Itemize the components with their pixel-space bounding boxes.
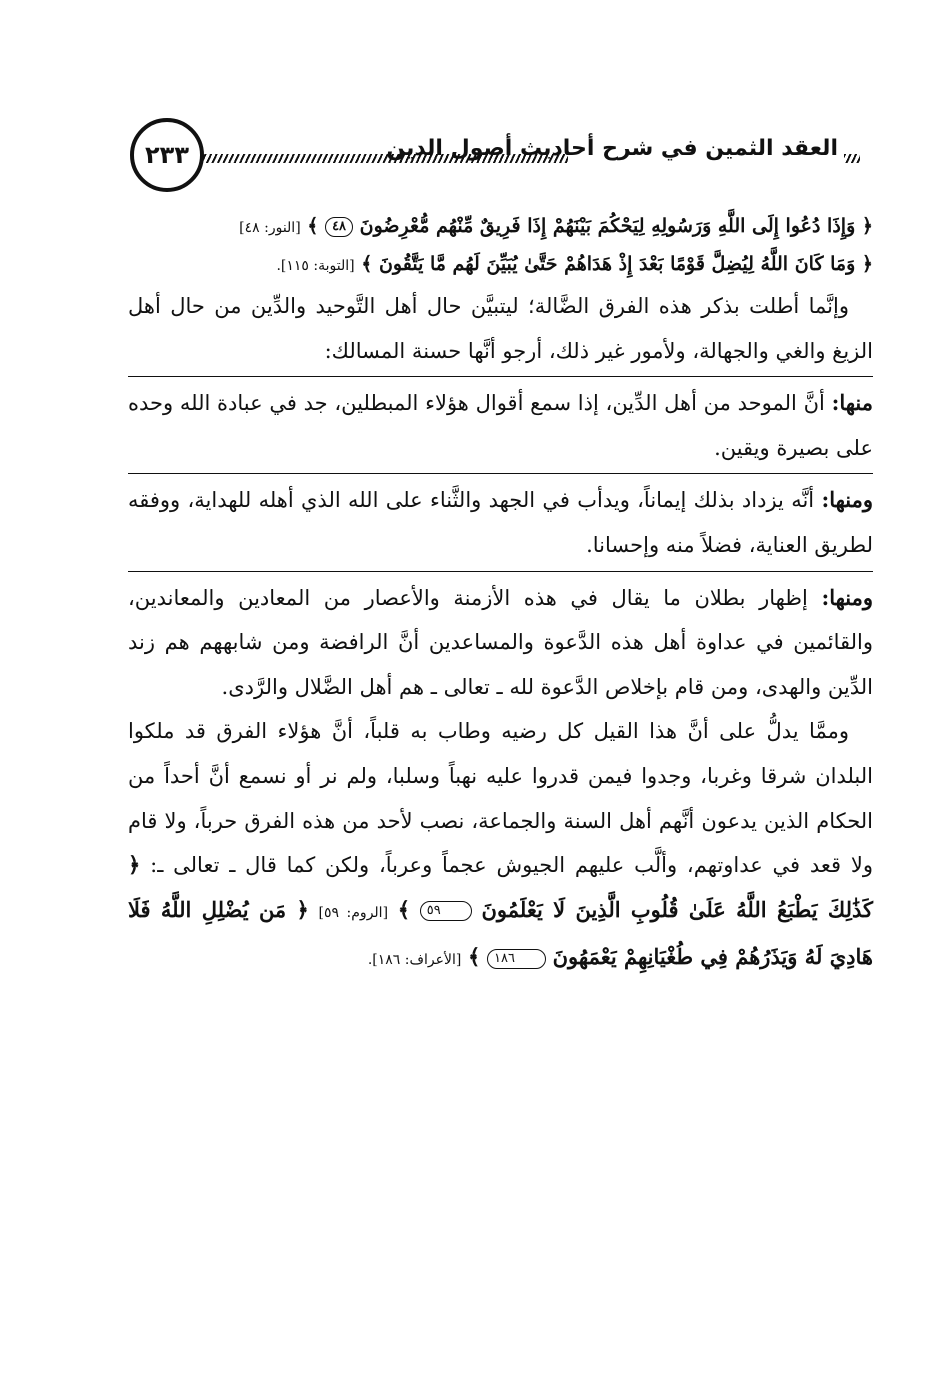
paragraph-point-1 [128,381,873,470]
conclusion-verse-1: ﴿ كَذَٰلِكَ يَطْبَعُ اللَّهُ عَلَىٰ قُلُوبِ الَّذِينَ لَا يَعْلَمُونَ [128,852,873,922]
header-decorative-rule-end [844,154,860,163]
conclusion-verse-1-close: ﴾ [397,896,411,922]
section-divider [128,571,873,572]
paragraph-intro: وإنَّما أطلت بذكر هذه الفرق الضَّالة؛ ليتبيَّن حال أهل التَّوحيد والدِّين من حال أهل الزيغ والغي والجهالة، ولأمور غير ذلك، أرجو أنَّها حسنة المسالك: [128,294,873,363]
verse-1-close: ﴾ [307,215,319,237]
conclusion-verse-2: ﴿ مَن يُضْلِلِ اللَّهُ فَلَا هَادِيَ لَهُ وَيَذَرُهُمْ فِي طُغْيَانِهِمْ يَعْمَهُونَ [128,896,873,970]
book-title: العقد الثمين في شرح أحاديث أصول الدين [386,136,838,161]
page-header [130,118,860,198]
conclusion-verse-2-reference: [الأعراف: ١٨٦]. [367,952,462,969]
page-number: ٢٣٣ [130,118,204,192]
ayah-number-badge: ٥٩ [420,901,472,921]
point-2-text: أنَّه يزداد بذلك إيماناً، ويدأب في الجهد والثَّناء على الله الذي أهله للهداية، ووفقه لطريق العناية، فضلاً منه وإحسانا. [128,488,873,557]
point-1-label: منها: [831,390,873,416]
point-2-label: ومنها: [821,487,873,513]
paragraph-point-3 [128,576,873,710]
paragraph-point-2 [128,478,873,567]
paragraph-conclusion [128,709,873,983]
section-divider [128,376,873,377]
ayah-number-badge: ٤٨ [325,217,353,237]
page-body [128,208,873,983]
verse-2-text: ﴿ وَمَا كَانَ اللَّهُ لِيُضِلَّ قَوْمًا بَعْدَ إِذْ هَدَاهُمْ حَتَّىٰ يُبَيِّنَ لَهُم مَّا يَتَّقُونَ ﴾ [361,253,873,275]
quran-verse-2 [128,246,873,284]
verse-2-reference: [التوبة: ١١٥]. [276,258,355,274]
section-divider [128,473,873,474]
ayah-number-badge: ١٨٦ [487,949,546,969]
verse-1-text: ﴿ وَإِذَا دُعُوا إِلَى اللَّهِ وَرَسُولِهِ لِيَحْكُمَ بَيْنَهُمْ إِذَا فَرِيقٌ مِّنْهُم مُّعْرِضُونَ [359,215,873,237]
conclusion-verse-1-reference: [الروم: ٥٩] [318,904,389,921]
verse-1-reference: [النور: ٤٨] [239,220,301,236]
point-3-label: ومنها: [821,584,873,610]
conclusion-verse-2-close: ﴾ [467,944,481,970]
quran-verse-1 [128,208,873,246]
point-1-text: أنَّ الموحد من أهل الدِّين، إذا سمع أقوال هؤلاء المبطلين، جد في عبادة الله وحده على بصيرة ويقين. [128,391,873,460]
point-3-text: إظهار بطلان ما يقال في هذه الأزمنة والأعصار من المعادين والمعاندين، والقائمين في عداوة أهل هذه الدَّعوة والمساعدين أنَّ الرافضة ومن شابههم هم زند الدِّين والهدى، ومن قام بإخلاص الدَّعوة لله ـ تعالى ـ هم أهل الضَّلال والرَّدى. [128,585,873,699]
conclusion-text: وممَّا يدلُّ على أنَّ هذا القيل كل رضيه وطاب به قلباً، أنَّ هؤلاء الفرق قد ملكوا البلدان شرقا وغربا، وجدوا فيمن قدروا عليه نهباً وسلبا، ولم نر أو نسمع أنَّ أحداً من الحكام الذين يدعون أنَّهم أهل السنة والجماعة، نصب لأحد من هذه الفرق حرباً، ولا قام ولا قعد في عداوتهم، وألَّب عليهم الجيوش عجماً وعرباً، ولكن كما قال ـ تعالى ـ: [128,719,873,878]
